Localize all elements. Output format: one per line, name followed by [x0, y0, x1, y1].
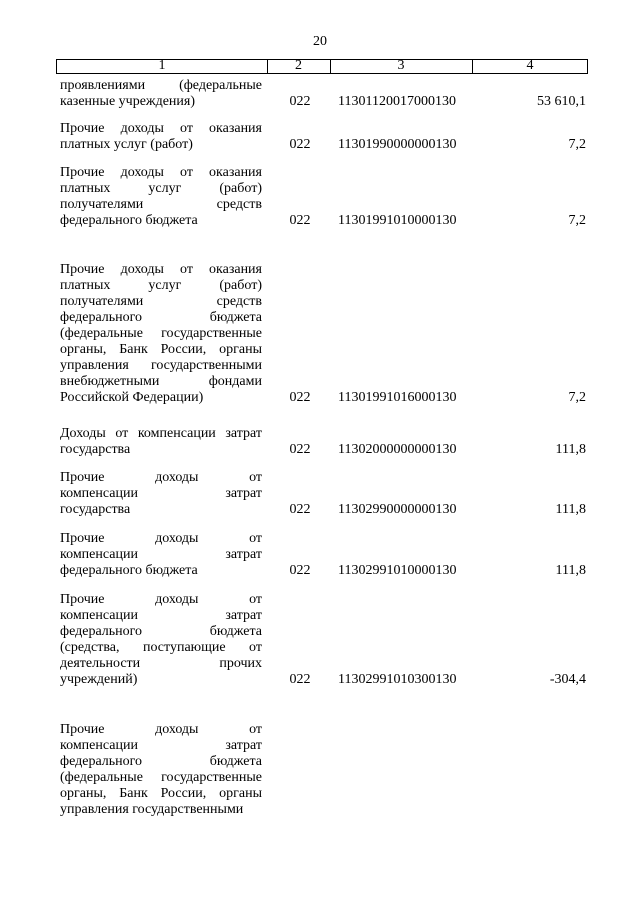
row-description	[60, 78, 262, 110]
description-line: (федеральные государственные	[60, 326, 262, 341]
description-line: казенные учреждения)	[60, 94, 196, 109]
budget-classification-code: 11302991010000130	[338, 563, 457, 578]
description-line: государства	[60, 442, 131, 457]
amount: 7,2	[568, 390, 586, 405]
budget-classification-code: 11301990000000130	[338, 137, 457, 152]
amount: 53 610,1	[537, 94, 586, 109]
description-line: федерального бюджета	[60, 563, 198, 578]
description-line: (средства, поступающие от	[60, 640, 262, 655]
description-line: федерального бюджета	[60, 624, 262, 639]
amount: 111,8	[555, 502, 586, 517]
page-number: 20	[313, 34, 327, 49]
row-description	[60, 722, 262, 818]
admin-code: 022	[289, 502, 311, 517]
table-header	[56, 59, 588, 74]
description-line: Прочие доходы от	[60, 470, 262, 485]
description-line: Прочие доходы от	[60, 592, 262, 607]
description-line: учреждений)	[60, 672, 138, 687]
description-line: компенсации затрат	[60, 547, 262, 562]
header-col-4: 4	[526, 58, 534, 73]
amount: 7,2	[568, 137, 586, 152]
description-line: органы, Банк России, органы	[60, 342, 262, 357]
description-line: федерального бюджета	[60, 754, 262, 769]
description-line: компенсации затрат	[60, 738, 262, 753]
budget-classification-code: 11302991010300130	[338, 672, 457, 687]
budget-classification-code: 11301120017000130	[338, 94, 456, 109]
budget-classification-code: 11302000000000130	[338, 442, 457, 457]
description-line: управления государственными	[60, 358, 262, 373]
description-line: платных услуг (работ)	[60, 181, 262, 196]
description-line: получателями средств	[60, 294, 262, 309]
admin-code: 022	[289, 213, 311, 228]
amount: 111,8	[555, 442, 586, 457]
admin-code: 022	[289, 563, 311, 578]
description-line: государства	[60, 502, 131, 517]
description-line: получателями средств	[60, 197, 262, 212]
description-line: Прочие доходы от оказания	[60, 165, 262, 180]
description-line: (федеральные государственные	[60, 770, 262, 785]
description-line: платных услуг (работ)	[60, 137, 193, 152]
description-line: Российской Федерации)	[60, 390, 204, 405]
description-line: федерального бюджета	[60, 213, 198, 228]
description-line: внебюджетными фондами	[60, 374, 262, 389]
budget-classification-code: 11301991016000130	[338, 390, 457, 405]
admin-code: 022	[289, 390, 311, 405]
admin-code: 022	[289, 442, 311, 457]
description-line: органы, Банк России, органы	[60, 786, 262, 801]
header-col-2: 2	[295, 58, 302, 73]
row-description	[60, 121, 262, 153]
description-line: платных услуг (работ)	[60, 278, 262, 293]
description-line: Прочие доходы от	[60, 722, 262, 737]
budget-classification-code: 11302990000000130	[338, 502, 457, 517]
amount: 7,2	[568, 213, 586, 228]
admin-code: 022	[289, 94, 311, 109]
description-line: Прочие доходы от	[60, 531, 262, 546]
header-col-3: 3	[397, 58, 405, 73]
header-col-1: 1	[158, 58, 166, 73]
amount: -304,4	[549, 672, 586, 687]
description-line: Доходы от компенсации затрат	[60, 426, 262, 441]
description-line: деятельности прочих	[60, 656, 262, 671]
description-line: Прочие доходы от оказания	[60, 262, 262, 277]
row-description	[60, 531, 262, 579]
description-line: федерального бюджета	[60, 310, 262, 325]
row-description	[60, 426, 262, 458]
row-description	[60, 592, 262, 688]
description-line: Прочие доходы от оказания	[60, 121, 262, 136]
row-description	[60, 470, 262, 518]
description-line: компенсации затрат	[60, 608, 262, 623]
description-line: управления государственными	[60, 802, 244, 817]
admin-code: 022	[289, 137, 311, 152]
description-line: компенсации затрат	[60, 486, 262, 501]
amount: 111,8	[555, 563, 586, 578]
description-line: проявлениями (федеральные	[60, 78, 262, 93]
row-description	[60, 165, 262, 229]
admin-code: 022	[289, 672, 311, 687]
budget-classification-code: 11301991010000130	[338, 213, 457, 228]
row-description	[60, 262, 262, 406]
